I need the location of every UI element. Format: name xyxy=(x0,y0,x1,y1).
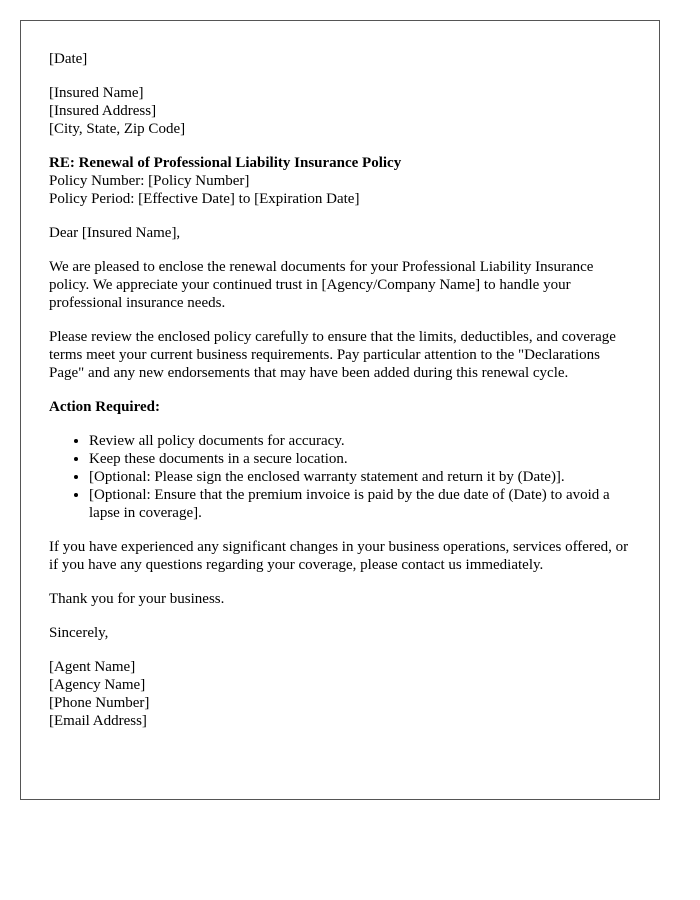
action-list-item: • Review all policy documents for accuracy. xyxy=(89,432,631,450)
changes-paragraph: If you have experienced any significant changes in your business operations, services offered, or if you have any questions regarding your coverage, please contact us immediately. xyxy=(49,539,629,573)
agency-name: [Agency Name] xyxy=(49,677,146,693)
recipient-name: [Insured Name] xyxy=(49,85,144,101)
recipient-city-state-zip: [City, State, Zip Code] xyxy=(49,121,186,137)
reference-block xyxy=(49,154,631,208)
thank-you-paragraph: Thank you for your business. xyxy=(49,591,225,607)
action-required-heading: Action Required: xyxy=(49,399,160,415)
policy-number: Policy Number: [Policy Number] xyxy=(49,173,250,189)
agent-name: [Agent Name] xyxy=(49,659,136,675)
phone-number: [Phone Number] xyxy=(49,695,150,711)
closing: Sincerely, xyxy=(49,625,109,641)
action-list-item: • [Optional: Ensure that the premium invoice is paid by the due date of (Date) to avoid a lapse in coverage]. xyxy=(89,486,631,522)
policy-period: Policy Period: [Effective Date] to [Expiration Date] xyxy=(49,191,360,207)
recipient-address-block xyxy=(49,84,631,138)
action-list xyxy=(49,432,631,522)
recipient-address: [Insured Address] xyxy=(49,103,157,119)
signature-block xyxy=(49,658,631,730)
letter-page xyxy=(20,20,660,800)
salutation: Dear [Insured Name], xyxy=(49,225,181,241)
action-list-item: • [Optional: Please sign the enclosed warranty statement and return it by (Date)]. xyxy=(89,468,631,486)
action-list-item: • Keep these documents in a secure location. xyxy=(89,450,631,468)
review-paragraph: Please review the enclosed policy carefully to ensure that the limits, deductibles, and coverage terms meet your current business requirements. Pay particular attention to the "Declarations Page" and any new endorsements that may have been added during this renewal cycle. xyxy=(49,329,616,381)
date-block xyxy=(49,50,631,68)
reference-subject: RE: Renewal of Professional Liability Insurance Policy xyxy=(49,155,402,171)
email-address: [Email Address] xyxy=(49,713,147,729)
intro-paragraph: We are pleased to enclose the renewal documents for your Professional Liability Insurance policy. We appreciate your continued trust in [Agency/Company Name] to handle your professional insurance needs. xyxy=(49,259,594,311)
letter-date: [Date] xyxy=(49,51,88,67)
